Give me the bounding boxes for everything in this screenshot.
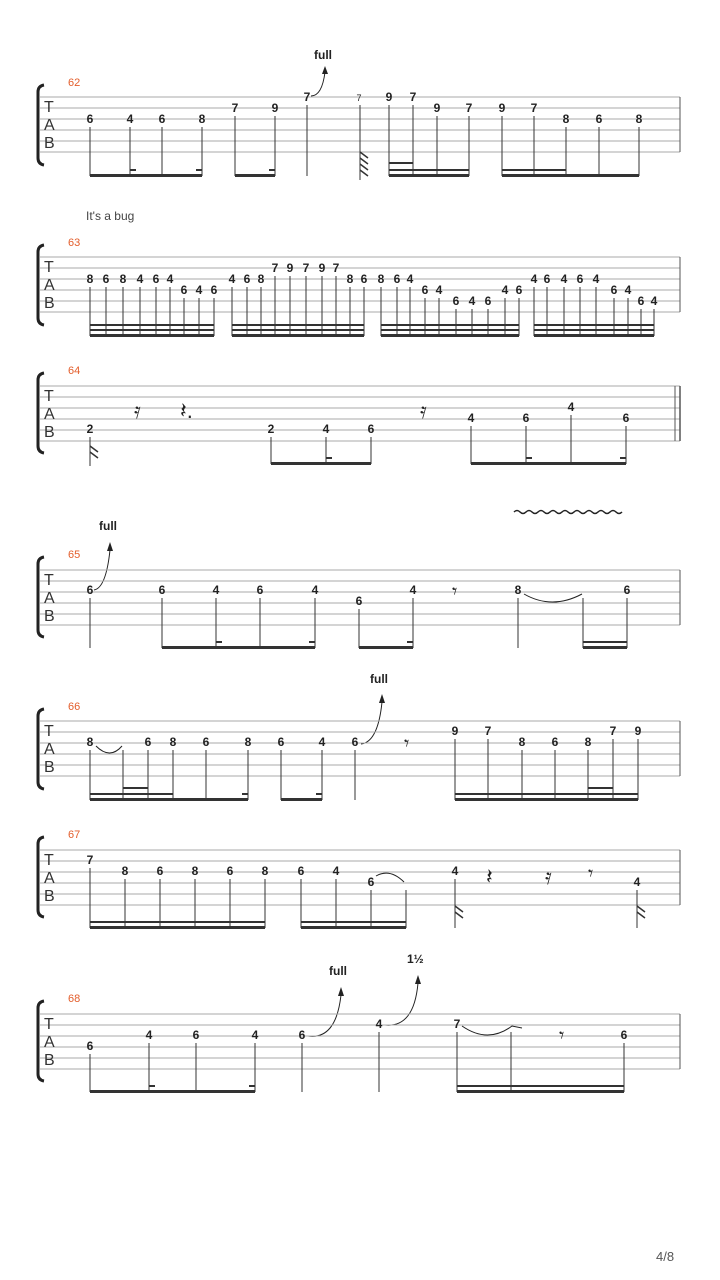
bend-label: full <box>99 519 117 533</box>
svg-text:6: 6 <box>452 294 460 308</box>
system-66 <box>38 672 680 801</box>
svg-text:6: 6 <box>367 422 375 436</box>
rest: 𝄾 <box>404 733 410 755</box>
svg-text:4: 4 <box>318 735 326 749</box>
svg-text:6: 6 <box>202 735 210 749</box>
svg-text:T: T <box>44 1016 54 1033</box>
svg-text:8: 8 <box>518 735 526 749</box>
svg-text:8: 8 <box>198 112 206 126</box>
svg-text:9: 9 <box>318 261 326 275</box>
svg-text:A: A <box>44 117 55 134</box>
svg-text:B: B <box>44 295 55 312</box>
svg-text:6: 6 <box>551 735 559 749</box>
svg-text:6: 6 <box>421 283 429 297</box>
svg-text:4: 4 <box>435 283 443 297</box>
svg-text:6: 6 <box>158 112 166 126</box>
tab-clef <box>44 723 55 776</box>
measure-number: 62 <box>68 77 81 89</box>
svg-text:9: 9 <box>451 724 459 738</box>
svg-text:6: 6 <box>192 1028 200 1042</box>
svg-text:4: 4 <box>567 400 575 414</box>
svg-text:4: 4 <box>592 272 600 286</box>
svg-text:B: B <box>44 759 55 776</box>
svg-text:4: 4 <box>406 272 414 286</box>
tie <box>96 746 122 753</box>
svg-text:6: 6 <box>256 583 264 597</box>
svg-text:6: 6 <box>180 283 188 297</box>
beams <box>90 921 406 929</box>
rest: 𝄾 <box>452 581 458 603</box>
svg-text:8: 8 <box>261 864 269 878</box>
stems <box>90 276 654 336</box>
svg-text:8: 8 <box>584 735 592 749</box>
beams <box>162 641 627 649</box>
svg-text:6: 6 <box>622 411 630 425</box>
svg-text:4: 4 <box>311 583 319 597</box>
svg-text:6: 6 <box>484 294 492 308</box>
svg-text:6: 6 <box>367 875 375 889</box>
svg-text:4: 4 <box>560 272 568 286</box>
svg-text:9: 9 <box>433 101 441 115</box>
fret-numbers <box>87 1017 628 1053</box>
tab-clef <box>44 99 55 152</box>
svg-text:7: 7 <box>231 101 239 115</box>
stems <box>90 105 639 180</box>
svg-text:6: 6 <box>522 411 530 425</box>
page-number: 4/8 <box>656 1249 675 1264</box>
svg-text:𝄿: 𝄿 <box>420 398 427 423</box>
svg-text:4: 4 <box>633 875 641 889</box>
svg-text:2: 2 <box>86 422 94 436</box>
svg-text:7: 7 <box>271 261 279 275</box>
svg-text:7: 7 <box>356 93 362 103</box>
svg-text:6: 6 <box>360 272 368 286</box>
svg-text:T: T <box>44 259 54 276</box>
svg-text:8: 8 <box>244 735 252 749</box>
svg-text:8: 8 <box>121 864 129 878</box>
svg-text:A: A <box>44 741 55 758</box>
svg-text:T: T <box>44 99 54 116</box>
tab-clef <box>44 852 55 905</box>
text-annotation: It's a bug <box>86 209 135 223</box>
svg-text:B: B <box>44 135 55 152</box>
svg-text:6: 6 <box>610 283 618 297</box>
svg-text:7: 7 <box>530 101 538 115</box>
svg-text:6: 6 <box>277 735 285 749</box>
svg-text:8: 8 <box>119 272 127 286</box>
svg-text:T: T <box>44 572 54 589</box>
svg-text:A: A <box>44 277 55 294</box>
tie <box>524 594 582 602</box>
svg-text:7: 7 <box>609 724 617 738</box>
svg-text:9: 9 <box>271 101 279 115</box>
svg-text:6: 6 <box>298 1028 306 1042</box>
svg-text:6: 6 <box>86 1039 94 1053</box>
svg-text:6: 6 <box>102 272 110 286</box>
svg-text:6: 6 <box>595 112 603 126</box>
system-68 <box>38 952 680 1093</box>
svg-text:8: 8 <box>562 112 570 126</box>
svg-text:B: B <box>44 1052 55 1069</box>
svg-text:T: T <box>44 723 54 740</box>
svg-text:4: 4 <box>166 272 174 286</box>
svg-text:6: 6 <box>351 735 359 749</box>
measure-number: 65 <box>68 549 81 561</box>
fret-numbers <box>87 724 642 749</box>
bend-label: full <box>370 672 388 686</box>
svg-text:6: 6 <box>393 272 401 286</box>
measure-number: 63 <box>68 237 81 249</box>
svg-text:𝄿: 𝄿 <box>545 864 552 889</box>
stems <box>90 1032 624 1092</box>
measure-number: 67 <box>68 829 81 841</box>
svg-text:4: 4 <box>409 583 417 597</box>
svg-text:6: 6 <box>297 864 305 878</box>
svg-text:𝄽.: 𝄽. <box>180 398 193 423</box>
system-63 <box>38 209 680 337</box>
svg-text:7: 7 <box>302 261 310 275</box>
svg-text:4: 4 <box>251 1028 259 1042</box>
svg-text:6: 6 <box>144 735 152 749</box>
svg-text:𝄽: 𝄽 <box>486 864 493 889</box>
tab-clef <box>44 388 55 441</box>
svg-text:4: 4 <box>126 112 134 126</box>
svg-text:4: 4 <box>468 294 476 308</box>
measure-number: 68 <box>68 993 81 1005</box>
svg-text:6: 6 <box>620 1028 628 1042</box>
svg-text:4: 4 <box>451 864 459 878</box>
measure-number: 66 <box>68 701 81 713</box>
svg-text:8: 8 <box>346 272 354 286</box>
measure-number: 64 <box>68 365 81 377</box>
tie <box>462 1026 522 1035</box>
svg-text:T: T <box>44 388 54 405</box>
tie <box>376 873 404 882</box>
svg-text:8: 8 <box>169 735 177 749</box>
svg-text:A: A <box>44 590 55 607</box>
svg-text:6: 6 <box>158 583 166 597</box>
staff-lines <box>40 1014 680 1069</box>
svg-text:𝄾: 𝄾 <box>588 863 594 885</box>
rest: 𝄾 <box>559 1025 565 1047</box>
fret-numbers <box>87 400 630 436</box>
svg-text:4: 4 <box>195 283 203 297</box>
svg-text:4: 4 <box>375 1017 383 1031</box>
svg-text:6: 6 <box>515 283 523 297</box>
beams <box>90 1085 624 1093</box>
system-62 <box>38 48 680 180</box>
beams <box>90 787 638 801</box>
svg-text:6: 6 <box>243 272 251 286</box>
svg-text:4: 4 <box>228 272 236 286</box>
stems <box>90 868 637 928</box>
svg-text:A: A <box>44 870 55 887</box>
svg-text:6: 6 <box>576 272 584 286</box>
bend-label: full <box>314 48 332 62</box>
vibrato-mark <box>514 511 622 514</box>
tab-clef <box>44 1016 55 1069</box>
svg-text:6: 6 <box>637 294 645 308</box>
svg-text:B: B <box>44 608 55 625</box>
system-65 <box>38 511 680 650</box>
svg-text:4: 4 <box>467 411 475 425</box>
rests <box>486 863 593 889</box>
svg-text:4: 4 <box>501 283 509 297</box>
svg-text:6: 6 <box>210 283 218 297</box>
svg-text:8: 8 <box>86 735 94 749</box>
svg-text:6: 6 <box>86 112 94 126</box>
svg-text:B: B <box>44 888 55 905</box>
svg-text:8: 8 <box>635 112 643 126</box>
svg-text:A: A <box>44 406 55 423</box>
svg-text:7: 7 <box>465 101 473 115</box>
svg-text:A: A <box>44 1034 55 1051</box>
svg-text:6: 6 <box>226 864 234 878</box>
svg-text:6: 6 <box>156 864 164 878</box>
beams <box>271 457 626 465</box>
svg-text:4: 4 <box>332 864 340 878</box>
svg-text:7: 7 <box>409 90 417 104</box>
svg-text:4: 4 <box>136 272 144 286</box>
svg-text:8: 8 <box>86 272 94 286</box>
svg-text:7: 7 <box>453 1017 461 1031</box>
svg-text:6: 6 <box>623 583 631 597</box>
svg-text:9: 9 <box>286 261 294 275</box>
tab-clef <box>44 259 55 312</box>
svg-text:6: 6 <box>543 272 551 286</box>
svg-text:4: 4 <box>530 272 538 286</box>
fret-numbers <box>87 853 641 889</box>
svg-text:7: 7 <box>303 90 311 104</box>
svg-text:8: 8 <box>257 272 265 286</box>
bend-label: full <box>329 964 347 978</box>
svg-text:4: 4 <box>145 1028 153 1042</box>
fret-numbers <box>87 583 631 608</box>
svg-text:4: 4 <box>624 283 632 297</box>
beams <box>90 324 654 337</box>
svg-text:4: 4 <box>322 422 330 436</box>
svg-text:4: 4 <box>650 294 658 308</box>
svg-text:8: 8 <box>191 864 199 878</box>
svg-text:8: 8 <box>377 272 385 286</box>
system-64 <box>38 365 680 466</box>
svg-text:9: 9 <box>498 101 506 115</box>
svg-text:6: 6 <box>355 594 363 608</box>
staff-lines <box>40 850 680 905</box>
bend-label: 1½ <box>407 952 424 966</box>
svg-text:9: 9 <box>385 90 393 104</box>
svg-text:4: 4 <box>212 583 220 597</box>
svg-text:6: 6 <box>152 272 160 286</box>
svg-text:7: 7 <box>86 853 94 867</box>
svg-text:8: 8 <box>514 583 522 597</box>
beams <box>90 162 639 177</box>
svg-text:B: B <box>44 424 55 441</box>
svg-text:7: 7 <box>332 261 340 275</box>
svg-text:9: 9 <box>634 724 642 738</box>
tab-clef <box>44 572 55 625</box>
svg-text:T: T <box>44 852 54 869</box>
svg-text:2: 2 <box>267 422 275 436</box>
svg-text:7: 7 <box>484 724 492 738</box>
svg-text:𝄿: 𝄿 <box>134 398 141 423</box>
system-67 <box>38 829 680 929</box>
svg-text:6: 6 <box>86 583 94 597</box>
